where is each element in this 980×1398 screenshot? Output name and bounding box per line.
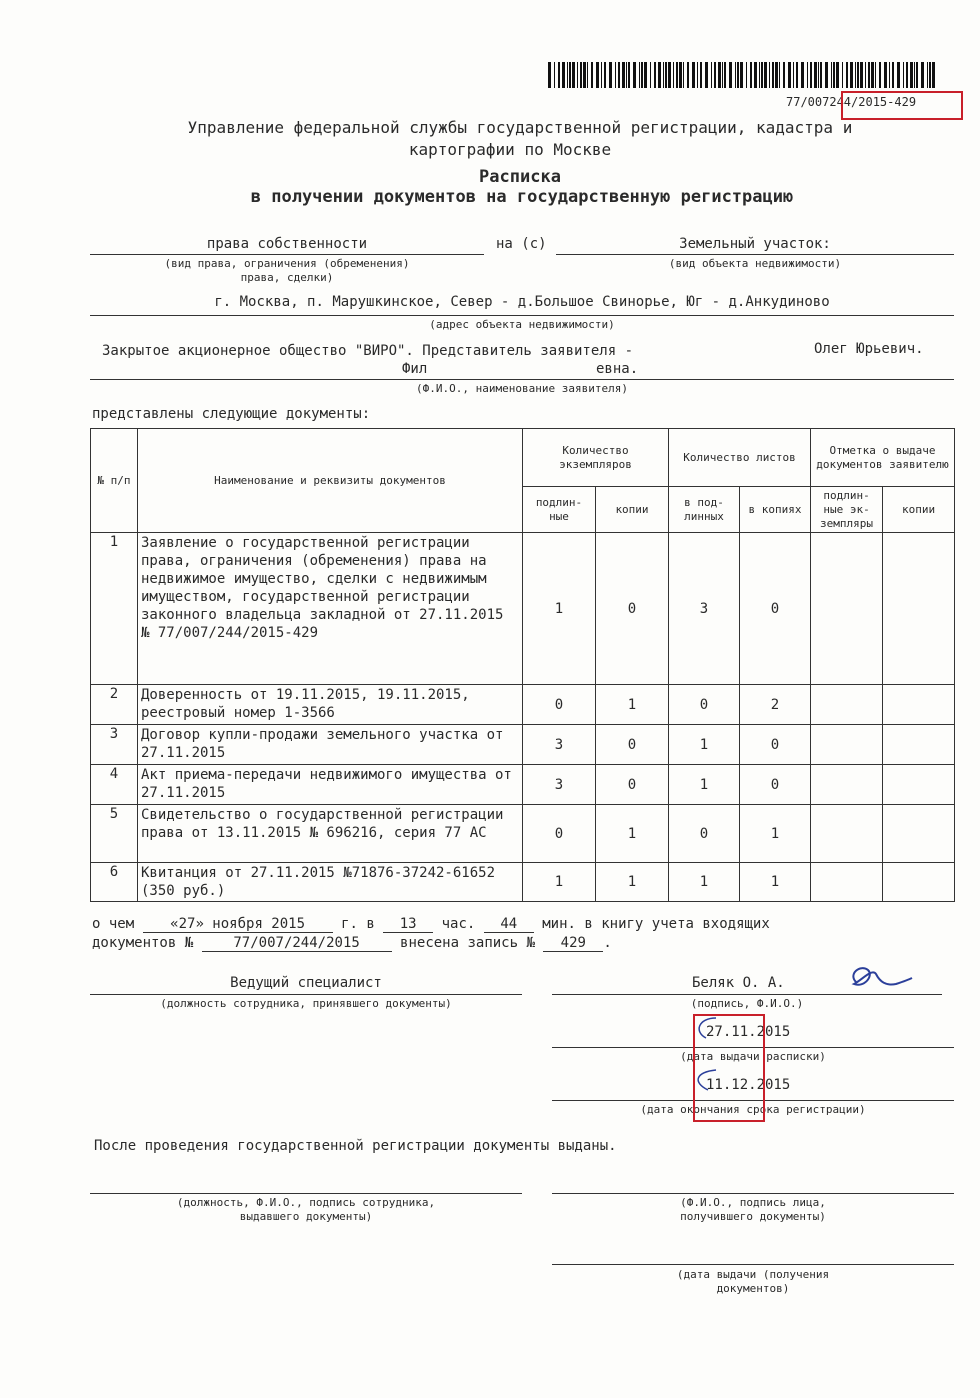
book-number: 77/007/244/2015 bbox=[202, 935, 392, 952]
row-issue-mark-cell bbox=[883, 685, 955, 725]
header-issue-mark: Отметка о выдаче документов заявителю bbox=[811, 429, 955, 487]
issue-date: 27.11.2015 bbox=[706, 1024, 791, 1040]
barcode-bar bbox=[879, 62, 881, 88]
doc-subtitle: в получении документов на государственную регистрацию bbox=[250, 187, 794, 207]
barcode-bar bbox=[735, 62, 736, 88]
row-originals: 3 bbox=[523, 765, 596, 805]
row-sheets-copies: 2 bbox=[740, 685, 811, 725]
barcode-bar bbox=[769, 62, 770, 88]
row-doc-name: Свидетельство о государственной регистрации права от 13.11.2015 № 696216, серия 77 АС bbox=[138, 805, 523, 863]
barcode-bar bbox=[697, 62, 698, 88]
barcode-bar bbox=[663, 62, 664, 88]
barcode-bar bbox=[842, 62, 843, 88]
barcode-bar bbox=[914, 62, 915, 88]
row-issue-mark-cell bbox=[883, 805, 955, 863]
barcode-bar bbox=[892, 62, 894, 88]
right-caption1: (Ф.И.О., подпись лица, bbox=[680, 1196, 826, 1209]
header-copies-issued: копии bbox=[883, 487, 955, 533]
row-originals: 1 bbox=[523, 863, 596, 902]
barcode-bar bbox=[889, 62, 890, 88]
barcode-bar bbox=[705, 62, 708, 88]
barcode-bar bbox=[641, 62, 643, 88]
left-caption1: (должность, Ф.И.О., подпись сотрудника, bbox=[176, 1196, 436, 1209]
barcode-bar bbox=[650, 62, 651, 88]
record-p1: о чем bbox=[92, 916, 135, 932]
barcode-bar bbox=[567, 62, 568, 88]
barcode-bar bbox=[679, 62, 682, 88]
row-number: 4 bbox=[91, 765, 138, 805]
row-copies: 0 bbox=[596, 725, 669, 765]
barcode-bar bbox=[788, 62, 791, 88]
barcode-bar bbox=[772, 62, 774, 88]
barcode-bar bbox=[583, 62, 586, 88]
row-number: 5 bbox=[91, 805, 138, 863]
barcode-bar bbox=[692, 62, 695, 88]
highlight-box-reg-number bbox=[841, 91, 963, 120]
row-doc-name: Квитанция от 27.11.2015 №71876-37242-61652 (350 руб.) bbox=[138, 863, 523, 902]
barcode-bar bbox=[604, 62, 606, 88]
barcode-bar bbox=[683, 62, 684, 88]
row-issue-mark-cell bbox=[883, 765, 955, 805]
left-issue-line bbox=[90, 1193, 522, 1194]
header-originals: подлин- ные bbox=[523, 487, 596, 533]
barcode-bar bbox=[633, 62, 636, 88]
record-p6: внесена запись № bbox=[400, 935, 535, 951]
row-sheets-originals: 1 bbox=[669, 765, 740, 805]
highlight-box-dates bbox=[693, 1014, 765, 1122]
barcode-bar bbox=[796, 62, 798, 88]
object-type-line bbox=[556, 254, 954, 255]
row-sheets-originals: 3 bbox=[669, 533, 740, 685]
barcode-bar bbox=[927, 62, 928, 88]
barcode-bar bbox=[622, 62, 625, 88]
right-caption2: получившего документы) bbox=[680, 1210, 826, 1223]
row-sheets-copies: 0 bbox=[740, 533, 811, 685]
table-row bbox=[91, 863, 955, 902]
row-issue-mark-cell bbox=[811, 533, 883, 685]
header-doc-name: Наименование и реквизиты документов bbox=[138, 429, 523, 533]
row-doc-name: Акт приема-передачи недвижимого имущества от 27.11.2015 bbox=[138, 765, 523, 805]
row-originals: 3 bbox=[523, 725, 596, 765]
record-p7: . bbox=[603, 935, 612, 951]
barcode-bar bbox=[871, 62, 874, 88]
on-label: на (с) bbox=[496, 236, 547, 252]
row-doc-name: Заявление о государственной регистрации права, ограничения (обременения) права на недвижимое имущество, сделки с недвижимым имуществом, государственной регистрации законного владельца закладной от 27.11.2015 № 77/007/244/2015-429 bbox=[138, 533, 523, 685]
barcode-bar bbox=[668, 62, 671, 88]
barcode-bar bbox=[921, 62, 924, 88]
employee-position: Ведущий специалист bbox=[230, 975, 382, 991]
barcode-bar bbox=[801, 62, 804, 88]
barcode-bar bbox=[779, 62, 780, 88]
right-type-caption1: (вид права, ограничения (обременения) bbox=[164, 257, 410, 270]
barcode-bar bbox=[857, 62, 859, 88]
barcode-bar bbox=[644, 62, 647, 88]
header-copies: Количество экземпляров bbox=[523, 429, 669, 487]
header-in-copies: в копиях bbox=[740, 487, 811, 533]
barcode-bar bbox=[618, 62, 620, 88]
row-number: 3 bbox=[91, 725, 138, 765]
row-copies: 0 bbox=[596, 765, 669, 805]
table-row bbox=[91, 533, 955, 685]
row-number: 6 bbox=[91, 863, 138, 902]
barcode-bar bbox=[665, 62, 667, 88]
barcode-bar bbox=[722, 62, 723, 88]
applicant-line bbox=[90, 379, 954, 380]
barcode-bar bbox=[906, 62, 908, 88]
barcode-bar bbox=[807, 62, 808, 88]
barcode-bar bbox=[596, 62, 599, 88]
barcode-bar bbox=[548, 62, 551, 88]
signature-line bbox=[552, 994, 942, 995]
right-type-value: права собственности bbox=[206, 236, 368, 252]
record-line1 bbox=[92, 916, 770, 933]
barcode-bar bbox=[580, 62, 582, 88]
barcode-bar bbox=[615, 62, 616, 88]
header-copies-sub: копии bbox=[596, 487, 669, 533]
row-sheets-originals: 0 bbox=[669, 685, 740, 725]
barcode-bar bbox=[609, 62, 612, 88]
address-line bbox=[90, 315, 954, 316]
barcode-bar bbox=[855, 62, 856, 88]
right-issue-line bbox=[552, 1193, 954, 1194]
barcode-bar bbox=[916, 62, 918, 88]
barcode bbox=[548, 62, 938, 88]
row-copies: 0 bbox=[596, 533, 669, 685]
row-issue-mark-cell bbox=[811, 765, 883, 805]
barcode-bar bbox=[554, 62, 555, 88]
header-number: № п/п bbox=[91, 429, 138, 533]
record-p5: документов № bbox=[92, 935, 194, 951]
end-date-caption: (дата окончания срока регистрации) bbox=[640, 1103, 866, 1116]
row-sheets-copies: 0 bbox=[740, 725, 811, 765]
row-issue-mark-cell bbox=[883, 725, 955, 765]
right-type-line bbox=[90, 254, 484, 255]
barcode-bar bbox=[746, 62, 747, 88]
end-date: 11.12.2015 bbox=[706, 1077, 791, 1093]
barcode-bar bbox=[884, 62, 887, 88]
barcode-bar bbox=[558, 62, 560, 88]
barcode-bar bbox=[868, 62, 870, 88]
row-issue-mark-cell bbox=[811, 725, 883, 765]
row-issue-mark-cell bbox=[811, 685, 883, 725]
row-sheets-copies: 1 bbox=[740, 863, 811, 902]
header-in-originals: в под- линных bbox=[669, 487, 740, 533]
barcode-bar bbox=[761, 62, 763, 88]
barcode-bar bbox=[897, 62, 900, 88]
barcode-bar bbox=[810, 62, 812, 88]
applicant-caption: (Ф.И.О., наименование заявителя) bbox=[416, 382, 628, 395]
row-originals: 0 bbox=[523, 805, 596, 863]
reg-number-prefix: 77/007 bbox=[786, 95, 830, 109]
barcode-bar bbox=[591, 62, 593, 88]
row-issue-mark-cell bbox=[811, 863, 883, 902]
record-p3: час. bbox=[441, 916, 476, 932]
barcode-bar bbox=[903, 62, 904, 88]
barcode-bar bbox=[587, 62, 588, 88]
barcode-bar bbox=[860, 62, 863, 88]
record-p4: мин. в книгу учета входящих bbox=[542, 916, 770, 932]
applicant-line2a: Фил bbox=[402, 361, 428, 377]
docs-intro: представлены следующие документы: bbox=[92, 406, 371, 422]
row-doc-name: Договор купли-продажи земельного участка от 27.11.2015 bbox=[138, 725, 523, 765]
doc-title: Расписка bbox=[479, 167, 561, 187]
barcode-bar bbox=[737, 62, 739, 88]
issue-date-caption: (дата выдачи расписки) bbox=[680, 1050, 826, 1063]
barcode-bar bbox=[836, 62, 839, 88]
record-p2: г. в bbox=[341, 916, 375, 932]
barcode-bar bbox=[562, 62, 565, 88]
record-hour: 13 bbox=[383, 916, 433, 933]
reg-number-suffix: 244/2015-429 bbox=[829, 95, 917, 109]
barcode-bar bbox=[910, 62, 913, 88]
barcode-bar bbox=[831, 62, 832, 88]
barcode-bar bbox=[654, 62, 656, 88]
employee-name: Беляк О. А. bbox=[692, 975, 785, 991]
barcode-bar bbox=[658, 62, 661, 88]
right-type-caption2: права, сделки) bbox=[240, 271, 334, 284]
barcode-bar bbox=[846, 62, 848, 88]
row-sheets-copies: 0 bbox=[740, 765, 811, 805]
barcode-bar bbox=[775, 62, 778, 88]
applicant-name-end: Олег Юрьевич. bbox=[814, 341, 924, 357]
record-line2 bbox=[92, 935, 612, 952]
barcode-bar bbox=[577, 62, 578, 88]
table-row bbox=[91, 725, 955, 765]
table-row bbox=[91, 685, 955, 725]
row-sheets-originals: 1 bbox=[669, 725, 740, 765]
row-copies: 1 bbox=[596, 863, 669, 902]
row-copies: 1 bbox=[596, 805, 669, 863]
record-minute: 44 bbox=[484, 916, 534, 933]
row-sheets-originals: 0 bbox=[669, 805, 740, 863]
record-date: «27» ноября 2015 bbox=[143, 916, 333, 933]
date-caption1: (дата выдачи (получения bbox=[676, 1268, 830, 1281]
row-number: 1 bbox=[91, 533, 138, 685]
barcode-bar bbox=[673, 62, 674, 88]
after-text: После проведения государственной регистрации документы выданы. bbox=[94, 1138, 617, 1154]
left-caption2: выдавшего документы) bbox=[239, 1210, 373, 1223]
barcode-bar bbox=[865, 62, 866, 88]
barcode-bar bbox=[628, 62, 630, 88]
receive-date-line bbox=[552, 1264, 954, 1265]
row-issue-mark-cell bbox=[811, 805, 883, 863]
barcode-bar bbox=[850, 62, 853, 88]
barcode-bar bbox=[754, 62, 757, 88]
row-number: 2 bbox=[91, 685, 138, 725]
object-address: г. Москва, п. Марушкинское, Север - д.Большое Свинорье, Юг - д.Анкудиново bbox=[214, 294, 830, 310]
barcode-bar bbox=[572, 62, 575, 88]
position-caption: (должность сотрудника, принявшего документы) bbox=[160, 997, 452, 1010]
date-caption2: документов) bbox=[716, 1282, 790, 1295]
table-row bbox=[91, 765, 955, 805]
barcode-bar bbox=[687, 62, 689, 88]
barcode-bar bbox=[711, 62, 712, 88]
address-caption: (адрес объекта недвижимости) bbox=[429, 318, 615, 331]
barcode-bar bbox=[820, 62, 822, 88]
barcode-bar bbox=[825, 62, 828, 88]
org-name-line2: картографии по Москве bbox=[408, 140, 612, 159]
row-issue-mark-cell bbox=[883, 533, 955, 685]
position-line bbox=[90, 994, 522, 995]
row-originals: 0 bbox=[523, 685, 596, 725]
row-doc-name: Доверенность от 19.11.2015, 19.11.2015, реестровый номер 1-3566 bbox=[138, 685, 523, 725]
barcode-bar bbox=[724, 62, 726, 88]
barcode-bar bbox=[718, 62, 721, 88]
table-row bbox=[91, 805, 955, 863]
object-type-value: Земельный участок: bbox=[679, 236, 831, 252]
header-original-copies: подлин- ные эк- земпляры bbox=[811, 487, 883, 533]
row-copies: 1 bbox=[596, 685, 669, 725]
row-sheets-copies: 1 bbox=[740, 805, 811, 863]
barcode-bar bbox=[814, 62, 817, 88]
barcode-bar bbox=[759, 62, 760, 88]
applicant-line2b: евна. bbox=[596, 361, 639, 377]
barcode-bar bbox=[639, 62, 640, 88]
barcode-bar bbox=[750, 62, 752, 88]
row-sheets-originals: 1 bbox=[669, 863, 740, 902]
barcode-bar bbox=[929, 62, 931, 88]
barcode-bar bbox=[764, 62, 767, 88]
org-name-line1: Управление федеральной службы государственной регистрации, кадастра и bbox=[187, 118, 853, 137]
object-type-caption: (вид объекта недвижимости) bbox=[668, 257, 842, 270]
documents-table bbox=[90, 428, 955, 902]
applicant-line1: Закрытое акционерное общество "ВИРО". Представитель заявителя - bbox=[102, 343, 634, 359]
row-originals: 1 bbox=[523, 533, 596, 685]
barcode-bar bbox=[783, 62, 785, 88]
barcode-bar bbox=[740, 62, 743, 88]
barcode-bar bbox=[676, 62, 678, 88]
header-sheets: Количество листов bbox=[669, 429, 811, 487]
barcode-bar bbox=[569, 62, 571, 88]
row-issue-mark-cell bbox=[883, 863, 955, 902]
barcode-bar bbox=[793, 62, 794, 88]
handwritten-signature bbox=[842, 960, 916, 994]
barcode-bar bbox=[818, 62, 819, 88]
entry-number: 429 bbox=[543, 935, 603, 952]
barcode-bar bbox=[932, 62, 935, 88]
barcode-bar bbox=[729, 62, 732, 88]
barcode-bar bbox=[833, 62, 835, 88]
barcode-bar bbox=[875, 62, 876, 88]
barcode-bar bbox=[700, 62, 702, 88]
barcode-bar bbox=[714, 62, 716, 88]
signature-caption: (подпись, Ф.И.О.) bbox=[690, 997, 804, 1010]
barcode-bar bbox=[601, 62, 602, 88]
barcode-bar bbox=[626, 62, 627, 88]
